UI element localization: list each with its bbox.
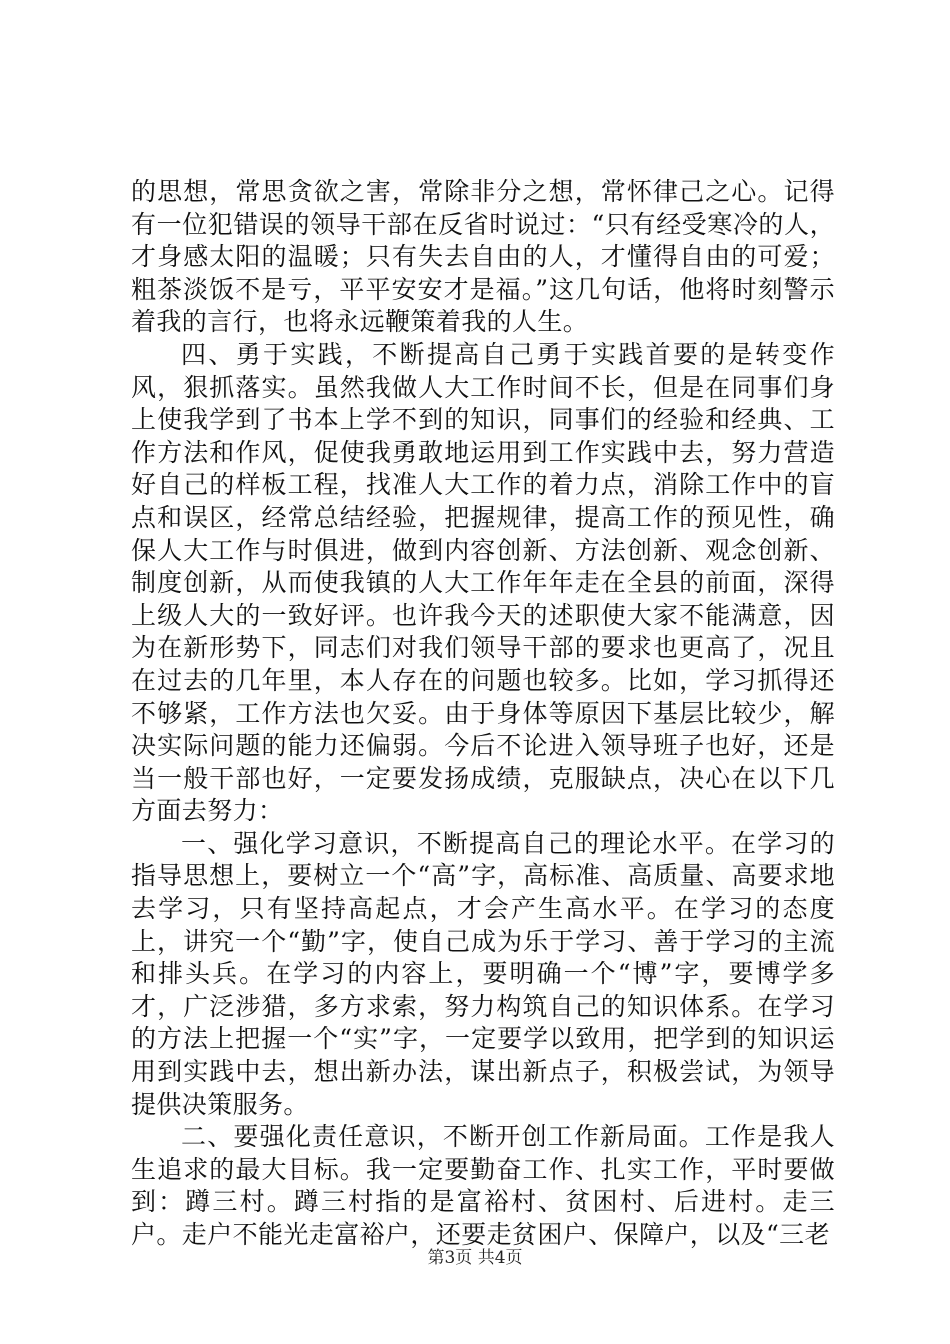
paragraph-point-two: 二、要强化责任意识，不断开创工作新局面。工作是我人生追求的最大目标。我一定要勤奋工作、扎实工作，平时要做到：蹲三村。蹲三村指的是富裕村、贫困村、后进村。走三户。走户不能光走富裕户，还要走贫困户、保障户，以及“三老 — [131, 1122, 835, 1249]
paragraph-continuation: 的思想，常思贪欲之害，常除非分之想，常怀律己之心。记得有一位犯错误的领导干部在反省时说过：“只有经受寒冷的人，才身感太阳的温暖；只有失去自由的人，才懂得自由的可爱；粗茶淡饭不是亏，平平安安才是福。”这几句话，他将时刻警示着我的言行，也将永远鞭策着我的人生。 — [131, 177, 835, 337]
paragraph-section-four: 四、勇于实践，不断提高自己勇于实践首要的是转变作风，狠抓落实。虽然我做人大工作时间不长，但是在同事们身上使我学到了书本上学不到的知识，同事们的经验和经典、工作方法和作风，促使我勇敢地运用到工作实践中去，努力营造好自己的样板工程，找准人大工作的着力点，消除工作中的盲点和误区，经常总结经验，把握规律，提高工作的预见性，确保人大工作与时俱进，做到内容创新、方法创新、观念创新、制度创新，从而使我镇的人大工作年年走在全县的前面，深得上级人大的一致好评。也许我今天的述职使大家不能满意，因为在新形势下，同志们对我们领导干部的要求也更高了，况且在过去的几年里，本人存在的问题也较多。比如，学习抓得还不够紧，工作方法也欠妥。由于身体等原因下基层比较少，解决实际问题的能力还偏弱。今后不论进入领导班子也好，还是当一般干部也好，一定要发扬成绩，克服缺点，决心在以下几方面去努力： — [131, 339, 835, 826]
page-footer: 第3页 共4页 — [427, 1248, 523, 1268]
document-body — [131, 176, 835, 1252]
paragraph-point-one: 一、强化学习意识，不断提高自己的理论水平。在学习的指导思想上，要树立一个“高”字，高标准、高质量、高要求地去学习，只有坚持高起点，才会产生高水平。在学习的态度上，讲究一个“勤”字，使自己成为乐于学习、善于学习的主流和排头兵。在学习的内容上，要明确一个“博”字，要博学多才，广泛涉猎，多方求索，努力构筑自己的知识体系。在学习的方法上把握一个“实”字，一定要学以致用，把学到的知识运用到实践中去，想出新办法，谋出新点子，积极尝试，为领导提供决策服务。 — [131, 828, 835, 1119]
